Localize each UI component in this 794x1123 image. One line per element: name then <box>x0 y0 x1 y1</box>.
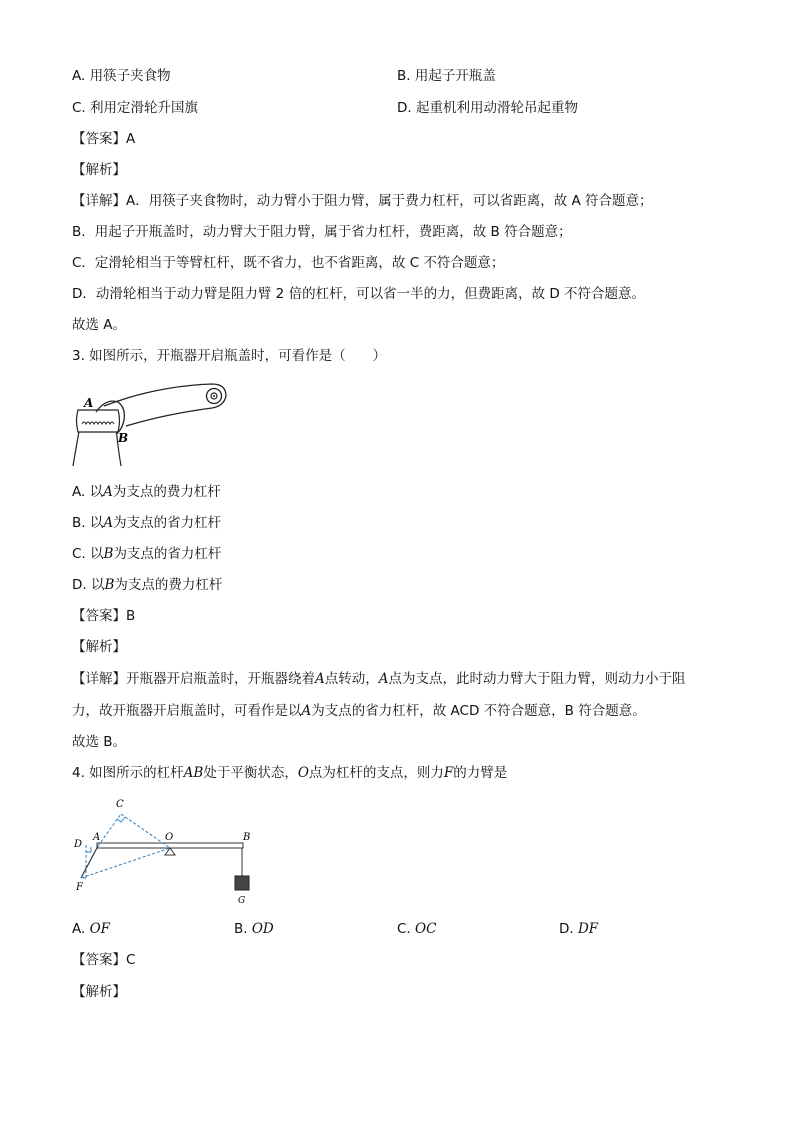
figure-label-a: A <box>93 832 101 843</box>
figure-label-a: A <box>84 396 94 410</box>
q4-option-d: D. DF <box>559 921 599 937</box>
q2-analysis-label: 【解析】 <box>72 162 126 178</box>
q4-option-a: A. OF <box>72 921 111 937</box>
q4-option-c: C. OC <box>397 921 437 937</box>
q3-option-b: B. 以A为支点的省力杠杆 <box>72 515 222 531</box>
figure-label-b: B <box>118 431 129 445</box>
q2-conclusion: 故选 A。 <box>72 317 127 333</box>
q2-option-b: B. 用起子开瓶盖 <box>397 68 496 84</box>
bottle-opener-figure <box>66 376 236 468</box>
q3-option-a: A. 以A为支点的费力杠杆 <box>72 484 221 500</box>
figure-label-o: O <box>165 832 174 843</box>
q4-stem: 4. 如图所示的杠杆AB处于平衡状态，O点为杠杆的支点，则力F的力臂是 <box>72 765 508 781</box>
figure-label-f: F <box>76 882 83 893</box>
figure-label-d: D <box>74 839 83 850</box>
q3-analysis-label: 【解析】 <box>72 639 126 655</box>
q2-option-d: D. 起重机利用动滑轮吊起重物 <box>397 100 578 116</box>
q2-detail-line-1: 【详解】A．用筷子夹食物时，动力臂小于阻力臂，属于费力杠杆，可以省距离，故 A 符合题意； <box>72 193 653 209</box>
q2-option-a: A. 用筷子夹食物 <box>72 68 171 84</box>
q3-detail-line-2: 力，故开瓶器开启瓶盖时，可看作是以A为支点的省力杠杆，故 ACD 不符合题意，B 符合题意。 <box>72 703 646 719</box>
q3-answer: 【答案】B <box>72 608 136 624</box>
lever-figure <box>66 792 266 910</box>
q4-analysis-label: 【解析】 <box>72 984 126 1000</box>
q2-detail-line-2: B．用起子开瓶盖时，动力臂大于阻力臂，属于省力杠杆，费距离，故 B 符合题意； <box>72 224 572 240</box>
q2-detail-line-3: C．定滑轮相当于等臂杠杆，既不省力，也不省距离，故 C 不符合题意； <box>72 255 505 271</box>
q2-answer: 【答案】A <box>72 131 136 147</box>
q2-option-c: C. 利用定滑轮升国旗 <box>72 100 199 116</box>
q4-option-b: B. OD <box>234 921 274 937</box>
figure-label-g: G <box>238 896 246 906</box>
q3-option-c: C. 以B为支点的省力杠杆 <box>72 546 222 562</box>
q3-option-d: D. 以B为支点的费力杠杆 <box>72 577 223 593</box>
figure-label-c: C <box>116 799 124 810</box>
q2-detail-line-4: D．动滑轮相当于动力臂是阻力臂 2 倍的杠杆，可以省一半的力，但费距离，故 D 不符合题意。 <box>72 286 646 302</box>
q3-stem: 3. 如图所示，开瓶器开启瓶盖时，可看作是（ ） <box>72 348 387 364</box>
q3-detail-line-1: 【详解】开瓶器开启瓶盖时，开瓶器绕着A点转动，A点为支点，此时动力臂大于阻力臂，则动力小于阻 <box>72 671 686 687</box>
q4-answer: 【答案】C <box>72 952 136 968</box>
q3-conclusion: 故选 B。 <box>72 734 127 750</box>
figure-label-b: B <box>243 832 251 843</box>
